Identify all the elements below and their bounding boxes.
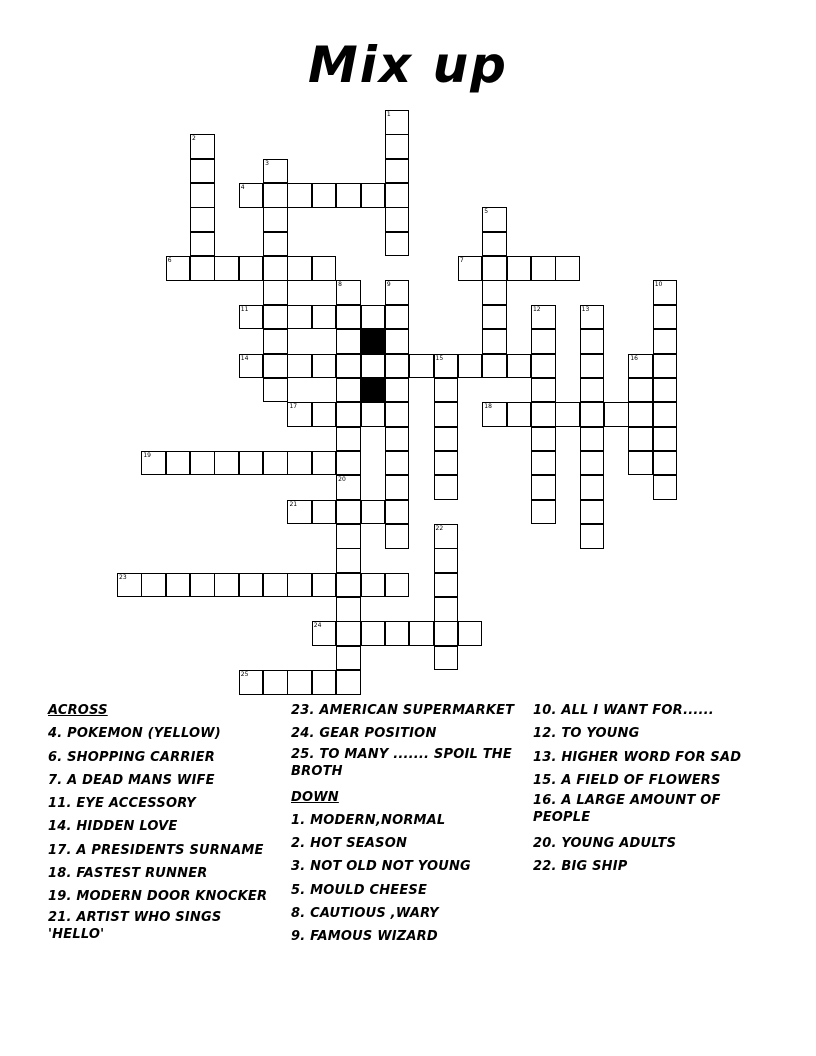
grid-cell[interactable] bbox=[385, 573, 410, 598]
grid-cell[interactable] bbox=[263, 329, 288, 354]
cell-number: 5 bbox=[484, 208, 489, 216]
grid-cell[interactable] bbox=[458, 354, 483, 379]
clue-down-1: 1. MODERN,NORMAL bbox=[291, 812, 446, 828]
grid-cell[interactable] bbox=[385, 110, 410, 135]
grid-cell[interactable] bbox=[361, 573, 386, 598]
clue-across-23: 23. AMERICAN SUPERMARKET bbox=[291, 703, 515, 718]
grid-cell[interactable] bbox=[482, 207, 507, 232]
grid-cell[interactable] bbox=[531, 256, 556, 281]
grid-cell[interactable] bbox=[263, 232, 288, 257]
clue-down-2: 2. HOT SEASON bbox=[291, 836, 408, 852]
grid-cell[interactable] bbox=[385, 232, 410, 257]
grid-cell[interactable] bbox=[385, 427, 410, 452]
grid-cell[interactable] bbox=[336, 500, 361, 525]
grid-cell[interactable] bbox=[336, 597, 361, 622]
grid-cell[interactable] bbox=[190, 451, 215, 476]
grid-cell[interactable] bbox=[531, 329, 556, 354]
cell-number: 2 bbox=[192, 135, 196, 143]
cell-number: 18 bbox=[484, 403, 492, 411]
clue-across-4: 4. POKEMON (YELLOW) bbox=[48, 726, 221, 742]
grid-cell[interactable] bbox=[336, 548, 361, 573]
grid-cell[interactable] bbox=[653, 475, 678, 500]
grid-cell[interactable] bbox=[434, 646, 459, 671]
grid-cell[interactable] bbox=[434, 524, 459, 549]
grid-cell[interactable] bbox=[117, 573, 142, 598]
grid-cell[interactable] bbox=[239, 354, 264, 379]
clue-across-7: 7. A DEAD MANS WIFE bbox=[48, 772, 215, 788]
grid-cell[interactable] bbox=[458, 621, 483, 646]
grid-cell[interactable] bbox=[385, 500, 410, 525]
grid-cell[interactable] bbox=[434, 451, 459, 476]
cell-number: 4 bbox=[240, 184, 245, 192]
grid-cell[interactable] bbox=[409, 354, 434, 379]
grid-cell[interactable] bbox=[312, 256, 337, 281]
grid-cell[interactable] bbox=[214, 573, 239, 598]
cell-number: 9 bbox=[386, 281, 391, 289]
clue-across-24: 24. GEAR POSITION bbox=[291, 726, 437, 742]
grid-cell[interactable] bbox=[336, 573, 361, 598]
grid-cell[interactable] bbox=[385, 524, 410, 549]
grid-cell[interactable] bbox=[190, 183, 215, 208]
clue-down-8: 8. CAUTIOUS ,WARY bbox=[291, 906, 439, 922]
grid-cell[interactable] bbox=[336, 378, 361, 403]
grid-cell[interactable] bbox=[312, 670, 337, 695]
grid-cell[interactable] bbox=[482, 329, 507, 354]
grid-cell[interactable] bbox=[482, 232, 507, 257]
grid-cell[interactable] bbox=[385, 134, 410, 159]
cell-number: 15 bbox=[435, 354, 444, 362]
grid-cell[interactable] bbox=[580, 402, 605, 427]
grid-cell[interactable] bbox=[507, 354, 532, 379]
grid-cell[interactable] bbox=[190, 159, 215, 184]
grid-cell[interactable] bbox=[190, 256, 215, 281]
grid-cell[interactable] bbox=[434, 573, 459, 598]
cell-number: 8 bbox=[338, 281, 342, 289]
grid-cell[interactable] bbox=[263, 280, 288, 305]
clue-down-5: 5. MOULD CHEESE bbox=[291, 882, 428, 898]
grid-cell[interactable] bbox=[434, 402, 459, 427]
grid-cell[interactable] bbox=[385, 305, 410, 330]
grid-cell[interactable] bbox=[336, 280, 361, 305]
grid-cell[interactable] bbox=[361, 305, 386, 330]
grid-cell[interactable] bbox=[580, 427, 605, 452]
cell-number: 22 bbox=[435, 524, 444, 532]
grid-cell[interactable] bbox=[531, 451, 556, 476]
grid-cell[interactable] bbox=[287, 402, 312, 427]
grid-cell[interactable] bbox=[263, 256, 288, 281]
grid-cell[interactable] bbox=[141, 573, 166, 598]
grid-cell[interactable] bbox=[555, 256, 580, 281]
grid-cell[interactable] bbox=[336, 305, 361, 330]
grid-cell[interactable] bbox=[580, 500, 605, 525]
grid-cell[interactable] bbox=[287, 670, 312, 695]
grid-cell[interactable] bbox=[263, 670, 288, 695]
grid-cell[interactable] bbox=[190, 207, 215, 232]
grid-cell[interactable] bbox=[653, 402, 678, 427]
grid-cell[interactable] bbox=[628, 451, 653, 476]
grid-cell[interactable] bbox=[385, 621, 410, 646]
grid-cell[interactable] bbox=[166, 451, 191, 476]
grid-cell[interactable] bbox=[458, 256, 483, 281]
grid-cell[interactable] bbox=[580, 378, 605, 403]
clue-across-19: 19. MODERN DOOR KNOCKER bbox=[48, 889, 268, 905]
grid-cell[interactable] bbox=[531, 354, 556, 379]
clue-across-14: 14. HIDDEN LOVE bbox=[48, 819, 178, 835]
grid-cell[interactable] bbox=[653, 427, 678, 452]
grid-cell[interactable] bbox=[434, 475, 459, 500]
clue-down-16: 16. A LARGE AMOUNT OF PEOPLE bbox=[533, 793, 721, 826]
grid-cell[interactable] bbox=[336, 475, 361, 500]
grid-cell[interactable] bbox=[263, 378, 288, 403]
grid-cell[interactable] bbox=[385, 159, 410, 184]
grid-cell[interactable] bbox=[580, 329, 605, 354]
grid-cell[interactable] bbox=[434, 378, 459, 403]
page-title: Mix up bbox=[308, 36, 508, 94]
grid-cell[interactable] bbox=[653, 329, 678, 354]
grid-cell[interactable] bbox=[482, 305, 507, 330]
grid-cell[interactable] bbox=[166, 256, 191, 281]
clues-column-3 bbox=[533, 699, 783, 879]
grid-cell[interactable] bbox=[434, 621, 459, 646]
clue-down-9: 9. FAMOUS WIZARD bbox=[291, 929, 438, 945]
grid-cell[interactable] bbox=[287, 305, 312, 330]
grid-cell[interactable] bbox=[580, 451, 605, 476]
grid-cell[interactable] bbox=[336, 524, 361, 549]
cell-number: 11 bbox=[240, 305, 249, 313]
grid-cell[interactable] bbox=[628, 402, 653, 427]
clue-across-21: 21. ARTIST WHO SINGS 'HELLO' bbox=[48, 909, 222, 942]
grid-cell[interactable] bbox=[628, 378, 653, 403]
cell-number: 1 bbox=[386, 111, 391, 118]
across-heading: ACROSS bbox=[48, 703, 108, 718]
grid-cell[interactable] bbox=[141, 451, 166, 476]
grid-cell[interactable] bbox=[287, 354, 312, 379]
grid-cell[interactable] bbox=[482, 280, 507, 305]
grid-cell[interactable] bbox=[263, 183, 288, 208]
grid-cell[interactable] bbox=[263, 573, 288, 598]
grid-cell[interactable] bbox=[628, 427, 653, 452]
grid-cell[interactable] bbox=[336, 427, 361, 452]
grid-cell[interactable] bbox=[239, 183, 264, 208]
grid-cell[interactable] bbox=[263, 354, 288, 379]
grid-cell[interactable] bbox=[287, 500, 312, 525]
grid-cell[interactable] bbox=[287, 256, 312, 281]
cell-number: 16 bbox=[630, 354, 638, 362]
grid-cell[interactable] bbox=[385, 207, 410, 232]
clues-column-2 bbox=[291, 699, 527, 949]
grid-cell[interactable] bbox=[336, 183, 361, 208]
grid-cell[interactable] bbox=[312, 402, 337, 427]
grid-cell[interactable] bbox=[336, 621, 361, 646]
grid-cell[interactable] bbox=[190, 134, 215, 159]
grid-cell[interactable] bbox=[336, 451, 361, 476]
black-cell bbox=[361, 329, 386, 354]
grid-cell[interactable] bbox=[434, 597, 459, 622]
grid-cell[interactable] bbox=[239, 670, 264, 695]
grid-cell[interactable] bbox=[312, 573, 337, 598]
grid-cell[interactable] bbox=[409, 621, 434, 646]
grid-cell[interactable] bbox=[312, 621, 337, 646]
grid-cell[interactable] bbox=[214, 451, 239, 476]
grid-cell[interactable] bbox=[239, 573, 264, 598]
grid-cell[interactable] bbox=[531, 475, 556, 500]
grid-cell[interactable] bbox=[482, 402, 507, 427]
grid-cell[interactable] bbox=[531, 305, 556, 330]
clue-down-10: 10. ALL I WANT FOR...... bbox=[533, 703, 714, 718]
grid-cell[interactable] bbox=[385, 183, 410, 208]
grid-cell[interactable] bbox=[287, 183, 312, 208]
clue-down-20: 20. YOUNG ADULTS bbox=[533, 836, 677, 852]
grid-cell[interactable] bbox=[580, 354, 605, 379]
grid-cell[interactable] bbox=[482, 354, 507, 379]
grid-cell[interactable] bbox=[263, 159, 288, 184]
grid-cell[interactable] bbox=[653, 354, 678, 379]
grid-cell[interactable] bbox=[531, 402, 556, 427]
clues-column-1 bbox=[48, 699, 288, 949]
grid-cell[interactable] bbox=[385, 402, 410, 427]
cell-number: 6 bbox=[167, 257, 172, 265]
grid-cell[interactable] bbox=[287, 573, 312, 598]
cell-number: 23 bbox=[119, 573, 127, 581]
grid-cell[interactable] bbox=[361, 402, 386, 427]
grid-cell[interactable] bbox=[239, 305, 264, 330]
grid-cell[interactable] bbox=[361, 500, 386, 525]
grid-cell[interactable] bbox=[312, 354, 337, 379]
clue-down-12: 12. TO YOUNG bbox=[533, 726, 640, 742]
grid-cell[interactable] bbox=[531, 427, 556, 452]
grid-cell[interactable] bbox=[434, 354, 459, 379]
grid-cell[interactable] bbox=[653, 305, 678, 330]
grid-cell[interactable] bbox=[336, 402, 361, 427]
cell-number: 20 bbox=[338, 476, 346, 484]
grid-cell[interactable] bbox=[239, 256, 264, 281]
grid-cell[interactable] bbox=[312, 305, 337, 330]
cell-number: 7 bbox=[459, 257, 464, 265]
grid-cell[interactable] bbox=[653, 378, 678, 403]
down-heading: DOWN bbox=[291, 789, 339, 805]
grid-cell[interactable] bbox=[336, 329, 361, 354]
grid-cell[interactable] bbox=[507, 256, 532, 281]
grid-cell[interactable] bbox=[507, 402, 532, 427]
cell-number: 21 bbox=[289, 500, 298, 508]
clue-across-18: 18. FASTEST RUNNER bbox=[48, 866, 208, 882]
grid-cell[interactable] bbox=[190, 232, 215, 257]
grid-cell[interactable] bbox=[385, 378, 410, 403]
grid-cell[interactable] bbox=[239, 451, 264, 476]
grid-cell[interactable] bbox=[385, 475, 410, 500]
grid-cell[interactable] bbox=[287, 451, 312, 476]
grid-cell[interactable] bbox=[385, 451, 410, 476]
grid-cell[interactable] bbox=[336, 354, 361, 379]
grid-cell[interactable] bbox=[361, 183, 386, 208]
grid-cell[interactable] bbox=[263, 305, 288, 330]
grid-cell[interactable] bbox=[434, 427, 459, 452]
clue-across-11: 11. EYE ACCESSORY bbox=[48, 796, 196, 812]
clue-across-6: 6. SHOPPING CARRIER bbox=[48, 749, 215, 765]
grid-cell[interactable] bbox=[166, 573, 191, 598]
grid-cell[interactable] bbox=[385, 329, 410, 354]
black-cell bbox=[361, 378, 386, 403]
grid-cell[interactable] bbox=[385, 354, 410, 379]
cell-number: 13 bbox=[581, 305, 590, 313]
grid-cell[interactable] bbox=[604, 402, 629, 427]
grid-cell[interactable] bbox=[434, 548, 459, 573]
cell-number: 12 bbox=[532, 305, 541, 313]
cell-number: 25 bbox=[240, 671, 249, 679]
grid-cell[interactable] bbox=[531, 500, 556, 525]
clue-across-25: 25. TO MANY ....... SPOIL THE BROTH bbox=[291, 746, 512, 779]
clue-down-15: 15. A FIELD OF FLOWERS bbox=[533, 772, 721, 788]
cell-number: 3 bbox=[265, 159, 269, 167]
cell-number: 19 bbox=[143, 451, 151, 459]
grid-cell[interactable] bbox=[653, 451, 678, 476]
grid-cell[interactable] bbox=[580, 475, 605, 500]
grid-cell[interactable] bbox=[312, 451, 337, 476]
clue-across-17: 17. A PRESIDENTS SURNAME bbox=[48, 842, 264, 858]
grid-cell[interactable] bbox=[555, 402, 580, 427]
grid-cell[interactable] bbox=[653, 280, 678, 305]
grid-cell[interactable] bbox=[263, 207, 288, 232]
cell-number: 17 bbox=[289, 403, 298, 411]
grid-cell[interactable] bbox=[312, 500, 337, 525]
clue-down-3: 3. NOT OLD NOT YOUNG bbox=[291, 859, 471, 875]
grid-cell[interactable] bbox=[190, 573, 215, 598]
grid-cell[interactable] bbox=[336, 646, 361, 671]
clue-down-13: 13. HIGHER WORD FOR SAD bbox=[533, 749, 742, 765]
grid-cell[interactable] bbox=[628, 354, 653, 379]
clue-down-22: 22. BIG SHIP bbox=[533, 859, 628, 875]
grid-cell[interactable] bbox=[361, 621, 386, 646]
grid-cell[interactable] bbox=[385, 280, 410, 305]
grid-cell[interactable] bbox=[482, 256, 507, 281]
grid-cell[interactable] bbox=[336, 670, 361, 695]
cell-number: 14 bbox=[240, 354, 249, 362]
grid-cell[interactable] bbox=[263, 451, 288, 476]
grid-cell[interactable] bbox=[361, 354, 386, 379]
grid-cell[interactable] bbox=[580, 305, 605, 330]
grid-cell[interactable] bbox=[214, 256, 239, 281]
cell-number: 10 bbox=[654, 281, 663, 289]
grid-cell[interactable] bbox=[580, 524, 605, 549]
cell-number: 24 bbox=[313, 622, 322, 630]
grid-cell[interactable] bbox=[312, 183, 337, 208]
grid-cell[interactable] bbox=[531, 378, 556, 403]
